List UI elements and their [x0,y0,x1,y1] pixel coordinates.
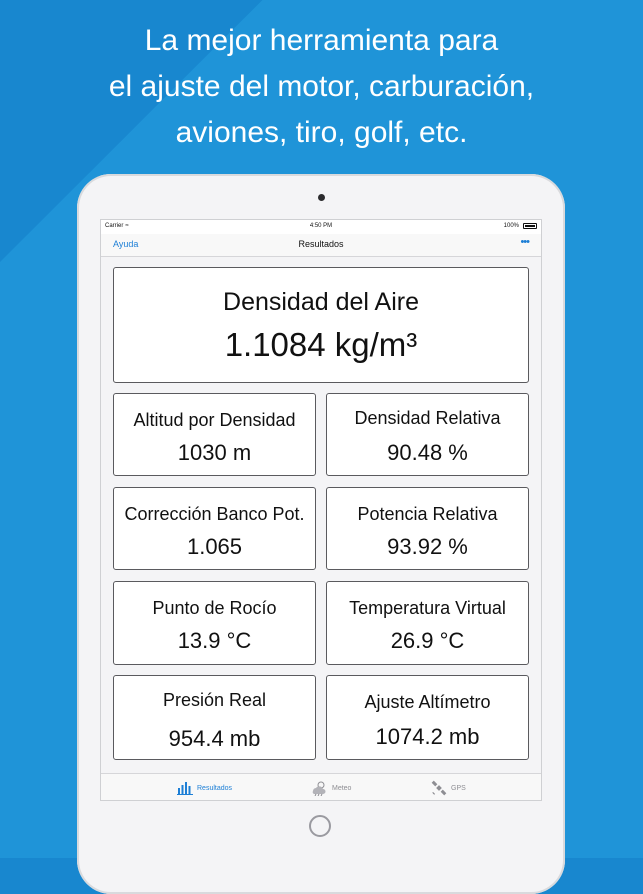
battery-icon [523,223,537,229]
tab-resultados-label: Resultados [197,784,233,792]
help-button[interactable]: Ayuda [113,239,139,249]
relative-density-card [326,393,529,476]
tab-resultados[interactable] [177,780,232,796]
relative-power-card [326,487,529,570]
home-button[interactable] [309,815,331,837]
virtual-temperature-value: 26.9 °C [390,628,465,653]
real-pressure-card [113,675,316,760]
virtual-temperature-label: Temperatura Virtual [349,598,506,618]
carrier-label: Carrier ≈ [105,223,129,229]
page-title: Resultados [298,239,344,249]
tab-bar [101,773,541,800]
dyno-correction-value: 1.065 [186,534,243,559]
headline-line-3: aviones, tiro, golf, etc. [175,116,468,149]
relative-density-label: Densidad Relativa [354,408,501,428]
virtual-temperature-card [326,581,529,665]
altimeter-setting-card [326,675,529,760]
bar-chart-icon [177,781,193,795]
headline-line-1: La mejor herramienta para [144,24,499,57]
dew-point-value: 13.9 °C [177,628,252,653]
density-altitude-card [113,393,316,476]
dew-point-label: Punto de Rocío [152,598,277,618]
weather-cloud-icon [310,780,328,796]
altimeter-setting-value: 1074.2 mb [375,724,480,749]
navigation-bar [101,234,541,257]
relative-power-label: Potencia Relativa [357,504,498,524]
real-pressure-label: Presión Real [162,690,267,710]
status-time: 4:50 PM [309,223,333,229]
tab-gps[interactable] [431,780,466,796]
results-content [101,257,541,777]
tab-meteo-label: Meteo [332,784,352,792]
relative-density-value: 90.48 % [387,440,468,465]
tab-meteo[interactable] [310,780,351,796]
app-screen [100,219,542,801]
relative-power-value: 93.92 % [387,534,468,559]
real-pressure-value: 954.4 mb [168,726,261,751]
status-bar [101,220,541,234]
dew-point-card [113,581,316,665]
satellite-icon [431,780,447,796]
altimeter-setting-label: Ajuste Altímetro [364,692,491,712]
density-altitude-label: Altitud por Densidad [133,410,296,430]
air-density-card [113,267,529,383]
battery-percent: 100% [503,223,519,229]
wifi-icon: ≈ [125,223,129,229]
dyno-correction-label: Corrección Banco Pot. [124,504,305,524]
density-altitude-value: 1030 m [177,440,252,465]
dyno-correction-card [113,487,316,570]
air-density-label: Densidad del Aire [223,288,419,316]
marketing-headline [0,18,643,156]
camera-icon [318,194,325,201]
headline-line-2: el ajuste del motor, carburación, [108,70,535,103]
air-density-value: 1.1084 kg/m³ [224,326,418,363]
ipad-device-frame [77,174,565,894]
more-options-icon[interactable]: ••• [520,236,529,248]
tab-gps-label: GPS [451,784,466,792]
